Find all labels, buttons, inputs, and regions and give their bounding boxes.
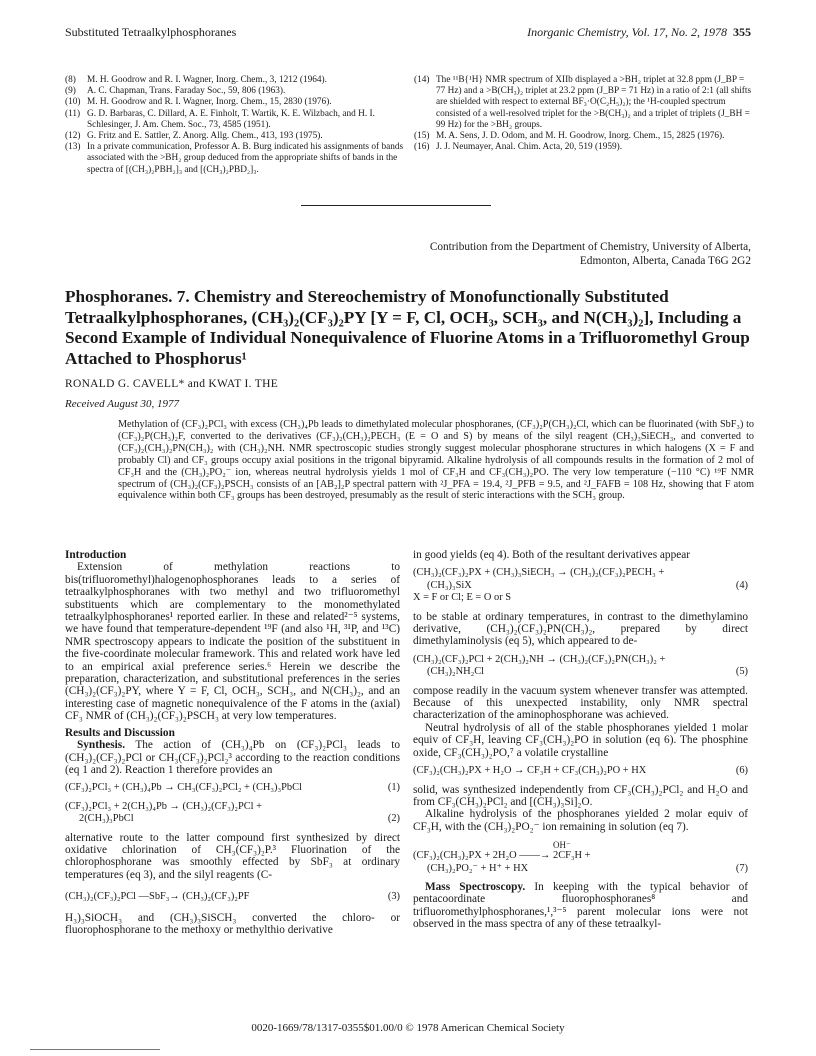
equation-2: (CF₃)₂PCl₃ + 2(CH₃)₄Pb → (CH₃)₂(CF₃)₂PCl + 2(CH₃)₃PbCl (2) — [65, 800, 400, 825]
body-paragraph: in good yields (eq 4). Both of the resultant derivatives appear — [413, 549, 691, 561]
reference-item: (13) In a private communication, Professor A. B. Burg indicated his assignments of bands associated with the >BH₂ group deduced from the appropriate shifts of bands in the spectra of [(CH₃)₂PBH₂]₃ and [(CH₃)₂PBD₂]₃. — [65, 142, 404, 175]
received-date: Received August 30, 1977 — [65, 398, 180, 410]
reference-item: (9) A. C. Chapman, Trans. Faraday Soc., 59, 806 (1963). — [65, 86, 286, 97]
body-paragraph: H₃)₃SiOCH₃ and (CH₃)₃SiSCH₃ converted the chloro- or fluorophosphorane to the methoxy or methylthio derivative — [65, 911, 400, 936]
left-column — [65, 549, 400, 936]
body-paragraph: solid, was synthesized independently from CF₃(CH₃)₂PCl₂ and H₂O and from CF₃(CH₃)₂PCl₂ and [(CH₃)₃Si]₂O. — [413, 783, 748, 808]
equation-1: (CF₃)₂PCl₃ + (CH₃)₄Pb → CH₃(CF₃)₂PCl₂ + (CH₃)₃PbCl (1) — [65, 782, 400, 794]
synthesis-paragraph: Synthesis. The action of (CH₃)₄Pb on (CF₃)₂PCl₃ leads to (CH₃)₂(CF₃)₂PCl or CH₃(CF₃)₂PCl₂³ according to the reaction conditions (eq 1 and 2). Reaction 1 therefore provides an — [65, 739, 400, 776]
article-title: Phosphoranes. 7. Chemistry and Stereochemistry of Monofunctionally Substituted Tetraalkylphosphoranes, (CH₃)₂(CF₃)₂PY [Y = F, Cl, OCH₃, SCH₃, and N(CH₃)₂], Including a Second Example of Individual Nonequivalence of Fluorine Atoms in a Trifluoromethyl Group Attached to Phosphorus¹ — [65, 287, 750, 368]
equation-6: (CF₃)₂(CH₃)₂PX + H₂O → CF₃H + CF₃(CH₃)₂PO + HX (6) — [413, 765, 748, 777]
introduction-paragraph: Extension of methylation reactions to bis(trifluoromethyl)halogenophosphoranes leads to a series of tetraalkylphosphoranes with two methyl and two trifluoromethyl substituents which are complementary to the monomethylated tetraalkylphosphoranes¹ reported earlier. In these and related²⁻⁵ systems, we have found that temperature-dependent ¹⁹F (and also ¹H, ³¹P, and ¹³C) NMR spectroscopy appears to indicate the position of the substituent in the five-coordinate molecular framework. This and related work have led to an empirical axial preference series.⁶ Herein we describe the preparation, characterization, and substitutional preferences in the series (CH₃)₂(CF₃)₂PY, where Y = F, Cl, OCH₃, SCH₃, and N(CH₃)₂, and an interesting case of magnetic nonequivalence of the F atoms in the (axial) CF₃ NMR of (CH₃)₂(CF₃)₂PSCH₃ at very low temperatures. — [65, 561, 400, 723]
reference-item: (14) The ¹¹B{¹H} NMR spectrum of XIIb displayed a >BH₂ triplet at 32.8 ppm (J_BP = 77 Hz) and a >B(CH₃)₂ triplet at 23.2 ppm (J_BP = 71 Hz) in a ratio of 2:1 (all shifts are shielded with respect to external BF₃·O(C₂H₅)₂); the ¹H-coupled spectrum consisted of a well-resolved triplet for the >B(CH₃)₂ and a triplet of triplets (J_BH = 99 Hz) for the >BH₂ groups. — [414, 75, 752, 130]
page-footer: 0020-1669/78/1317-0355$01.00/0 © 1978 American Chemical Society — [251, 1022, 565, 1034]
abstract: Methylation of (CF₃)₂PCl₃ with excess (CH₃)₄Pb leads to dimethylated molecular phosphoranes, (CF₃)₂P(CH₃)₂Cl, which can be fluorinated (with SbF₃) to (CF₃)₂P(CH₃)₂F, converted to the derivatives (CF₃)₂(CH₃)₂PECH₃ (E = O and S) by means of the silyl reagent (CH₃)₃SiECH₃, and converted to (CF₃)₂(CH₃)₂PN(CH₃)₂ with (CH₃)₂NH. NMR spectroscopic studies strongly suggest molecular phosphorane structures in which halogens (X = F and probably Cl) and CF₃ groups occupy axial positions in the trigonal bipyramid. Alkaline hydrolysis of all compounds results in the formation of 2 mol of CF₃H and the (CH₃)₂PO₂⁻ ion, whereas neutral hydrolysis yields 1 mol of CF₃H and CF₃(CH₃)₂PO. The very low temperature (−110 °C) ¹⁹F NMR spectrum of (CH₃)₂(CF₃)₂PSCH₃ consists of an [AB₂]₂P spectral pattern with ²J_PFA = 19.4, ²J_PFB = 9.5, and ²J_FAFB = 108 Hz, showing that F atom equivalence within both CF₃ groups has been destroyed, presumably as the result of steric interactions with the SCH₃ group. — [118, 419, 754, 502]
reference-item: (10) M. H. Goodrow and R. I. Wagner, Inorg. Chem., 15, 2830 (1976). — [65, 97, 332, 108]
reference-item: (12) G. Fritz and E. Sattler, Z. Anorg. Allg. Chem., 413, 193 (1975). — [65, 131, 323, 142]
running-header-right — [527, 25, 751, 40]
reference-item: (15) M. A. Sens, J. D. Odom, and M. H. Goodrow, Inorg. Chem., 15, 2825 (1976). — [414, 131, 725, 142]
equation-7: OH⁻ (CF₃)₂(CH₃)₂PX + 2H₂O ——→ 2CF₃H + (CH₃)₂PO₂⁻ + H⁺ + HX (7) — [413, 840, 748, 874]
mass-spectroscopy-paragraph: Mass Spectroscopy. In keeping with the typical behavior of pentacoordinate fluorophosphoranes⁸ and trifluoromethylphosphoranes,¹,³⁻⁵ parent molecular ions were not observed in the mass spectra of any of these tetraalkyl- — [413, 880, 749, 931]
footer-rule — [30, 1049, 160, 1050]
equation-5: (CH₃)₂(CF₃)₂PCl + 2(CH₃)₂NH → (CH₃)₂(CF₃)₂PN(CH₃)₂ + (CH₃)₂NH₂Cl (5) — [413, 653, 748, 678]
equation-4: (CH₃)₂(CF₃)₂PX + (CH₃)₃SiECH₃ → (CH₃)₂(CF₃)₂PECH₃ + (CH₃)₃SiX X = F or Cl; E = O or S (4) — [413, 567, 748, 604]
references-left — [65, 75, 405, 176]
authors: RONALD G. CAVELL* and KWAT I. THE — [65, 378, 279, 390]
body-paragraph: to be stable at ordinary temperatures, in contrast to the dimethylamino derivative, (CH₃)₂(CF₃)₂PN(CH₃)₂, prepared by direct dimethylaminolysis (eq 5), which appeared to de- — [413, 610, 748, 648]
page-number: 355 — [733, 25, 751, 39]
reference-item: (8) M. H. Goodrow and R. I. Wagner, Inorg. Chem., 3, 1212 (1964). — [65, 75, 327, 85]
section-heading-introduction: Introduction — [65, 549, 127, 561]
running-header-left: Substituted Tetraalkylphosphoranes — [65, 25, 237, 39]
contribution-affiliation: Contribution from the Department of Chemistry, University of Alberta, Edmonton, Alberta, Canada T6G 2G2 — [429, 241, 751, 267]
body-paragraph: Alkaline hydrolysis of the phosphoranes yielded 2 molar equiv of CF₃H, with the (CH₃)₂PO₂⁻ ion remaining in solution (eq 7). — [413, 808, 748, 833]
journal-citation: Inorganic Chemistry, Vol. 17, No. 2, 1978 — [527, 25, 727, 39]
section-heading-results: Results and Discussion — [65, 726, 175, 739]
equation-3: (CH₃)₂(CF₃)₂PCl —SbF₃→ (CH₃)₂(CF₃)₂PF (3) — [65, 891, 400, 903]
references-right — [414, 75, 754, 153]
reference-item: (11) G. D. Barbaras, C. Dillard, A. E. Finholt, T. Wartik, K. E. Wilzbach, and H. I. Schlesinger, J. Am. Chem. Soc., 73, 4585 (1951). — [65, 108, 375, 130]
body-paragraph: alternative route to the latter compound first synthesized by direct oxidative chlorination of CH₃(CF₃)₂P.³ Fluorination of the chlorophosphorane was smoothly effected by SbF₃ at ordinary temperatures (eq 3), and the silyl reagents (C- — [65, 831, 400, 881]
body-paragraph: compose readily in the vacuum system whenever transfer was attempted. Because of this unexpected instability, only NMR spectral characterization of the aminophosphorane was achieved. — [413, 684, 748, 722]
reference-item: (16) J. J. Neumayer, Anal. Chim. Acta, 20, 519 (1959). — [414, 142, 623, 153]
right-column — [413, 549, 748, 931]
body-paragraph: Neutral hydrolysis of all of the stable phosphoranes yielded 1 molar equiv of CF₃H, leaving CF₃(CH₃)₂PO in solution (eq 6). The phosphine oxide, CF₃(CH₃)₂PO,⁷ a volatile crystalline — [413, 721, 748, 759]
section-divider — [301, 205, 491, 206]
